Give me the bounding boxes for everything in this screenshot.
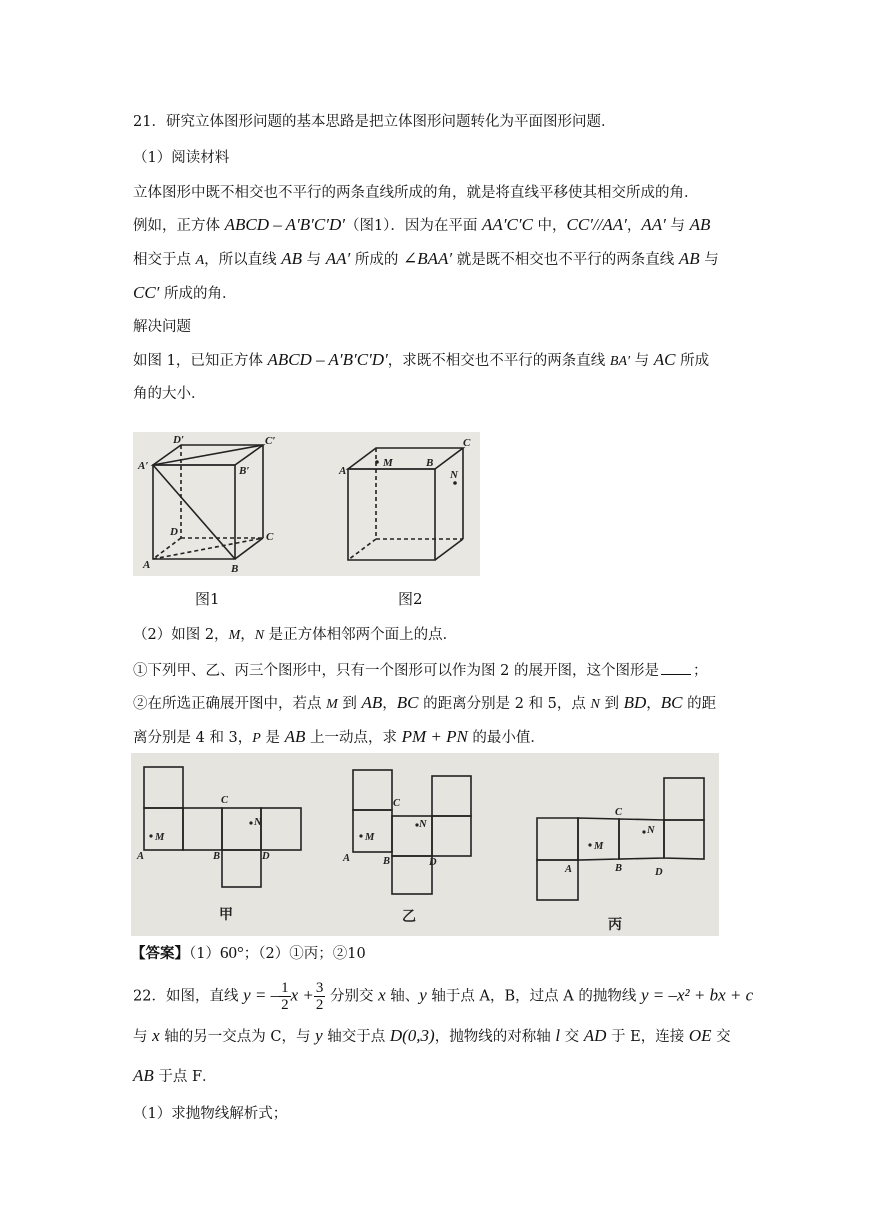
- q21-sub1-line: ①下列甲、乙、丙三个图形中，只有一个图形可以作为图 2 的展开图，这个图形是 ；: [133, 660, 707, 681]
- net-jia-label-c: C: [221, 795, 229, 806]
- fraction-one-half: $\frac{1}{2}$: [281, 980, 289, 1013]
- fig1-label-a: A: [143, 559, 151, 571]
- q22-line-4: （1）求抛物线解析式；: [133, 1106, 288, 1122]
- net-yi-label-b: B: [383, 856, 391, 867]
- net-yi-label-c: C: [393, 798, 401, 809]
- q21-example-line-3: CC′ 所成的角．: [133, 283, 237, 302]
- q22-line-1: 22．如图，直线 y = – $\frac{1}{2}$ x + $\frac{3}{2}$ 分别交 x 轴、y 轴于点 A，B，过点 A 的抛物线 y = –x² + bx + c: [133, 980, 754, 1013]
- fig1-label-c1: C′: [265, 435, 276, 447]
- q22-line-2: 与 x 轴的另一交点为 C，与 y 轴交于点 D(0,3)，抛物线的对称轴 l 交 AD 于 E，连接 OE 交: [133, 1026, 731, 1045]
- net-yi-label-n: N: [419, 819, 427, 830]
- net-bing: [537, 778, 704, 900]
- q21-title: 21．研究立体图形问题的基本思路是把立体图形问题转化为平面图形问题．: [133, 114, 616, 130]
- net-jia-label-d: D: [262, 851, 270, 862]
- cube-nets: [131, 753, 719, 936]
- fig1-label-d: D: [170, 526, 178, 538]
- figure-1-2-photo: [133, 432, 480, 576]
- q21-sub2-line: ②在所选正确展开图中，若点 M 到 AB，BC 的距离分别是 2 和 5，点 N 到 BD，BC 的距: [133, 693, 717, 712]
- fig2-label-m: M: [383, 457, 393, 469]
- net-yi-label-a: A: [343, 853, 351, 864]
- figure-1-caption: 图1: [195, 590, 220, 608]
- net-jia-label-a: A: [137, 851, 145, 862]
- q22-line-3: AB 于点 F．: [133, 1066, 217, 1085]
- figure-1-cube: [153, 445, 263, 559]
- cube-figures: [133, 432, 480, 576]
- fig2-label-n: N: [450, 469, 458, 481]
- q21-answer: 【答案】（1）60°；（2）①丙；②10: [131, 943, 366, 962]
- fig1-label-d1: D′: [173, 434, 185, 446]
- net-bing-label-d: D: [655, 867, 663, 878]
- q21-example-line-2: 相交于点 A，所以直线 AB 与 AA′ 所成的 ∠BAA′ 就是既不相交也不平行的两条直线 AB 与: [133, 249, 719, 268]
- net-jia-label-n: N: [254, 817, 262, 828]
- fraction-three-halves: $\frac{3}{2}$: [315, 980, 324, 1013]
- nets-photo: [131, 753, 719, 936]
- figure-2-cube: [348, 448, 463, 560]
- net-jia: [144, 767, 301, 887]
- fig2-label-b: B: [426, 457, 434, 469]
- q21-part2-line: （2）如图 2，M，N 是正方体相邻两个面上的点．: [133, 627, 458, 643]
- net-yi-label-d: D: [429, 857, 437, 868]
- fig1-label-b: B: [231, 563, 239, 575]
- q21-material-line: 立体图形中既不相交也不平行的两条直线所成的角，就是将直线平移使其相交所成的角．: [133, 185, 699, 201]
- net-bing-label-m: M: [594, 841, 604, 852]
- net-yi-label-m: M: [365, 832, 375, 843]
- net-bing-label-a: A: [565, 864, 573, 875]
- q21-solve-heading: 解决问题: [133, 319, 191, 335]
- net-bing-label-c: C: [615, 807, 623, 818]
- fig2-label-a: A: [339, 465, 347, 477]
- q21-part1-heading: （1）阅读材料: [133, 150, 230, 166]
- q21-solve-line-2: 角的大小．: [133, 386, 206, 402]
- q21-sub2-line-2: 离分别是 4 和 3，P 是 AB 上一动点，求 PM + PN 的最小值．: [133, 727, 545, 746]
- fig2-label-c: C: [463, 437, 471, 449]
- net-bing-label-n: N: [647, 825, 655, 836]
- net-jia-label-b: B: [213, 851, 221, 862]
- net-yi-caption: 乙: [402, 909, 416, 925]
- q21-example-line: 例如，正方体 ABCD – A′B′C′D′（图1）．因为在平面 AA′C′C 中，CC′//AA′，AA′ 与 AB: [133, 215, 711, 234]
- net-jia-label-m: M: [155, 832, 165, 843]
- net-bing-label-b: B: [615, 863, 623, 874]
- answer-blank: [661, 660, 691, 675]
- fig1-label-a1: A′: [138, 460, 149, 472]
- figure-2-caption: 图2: [398, 590, 423, 608]
- fig1-label-c: C: [266, 531, 274, 543]
- net-bing-caption: 丙: [608, 917, 622, 933]
- fig1-label-b1: B′: [239, 465, 250, 477]
- q21-solve-line: 如图 1，已知正方体 ABCD – A′B′C′D′，求既不相交也不平行的两条直线 BA′ 与 AC 所成: [133, 350, 710, 369]
- net-jia-caption: 甲: [219, 907, 233, 923]
